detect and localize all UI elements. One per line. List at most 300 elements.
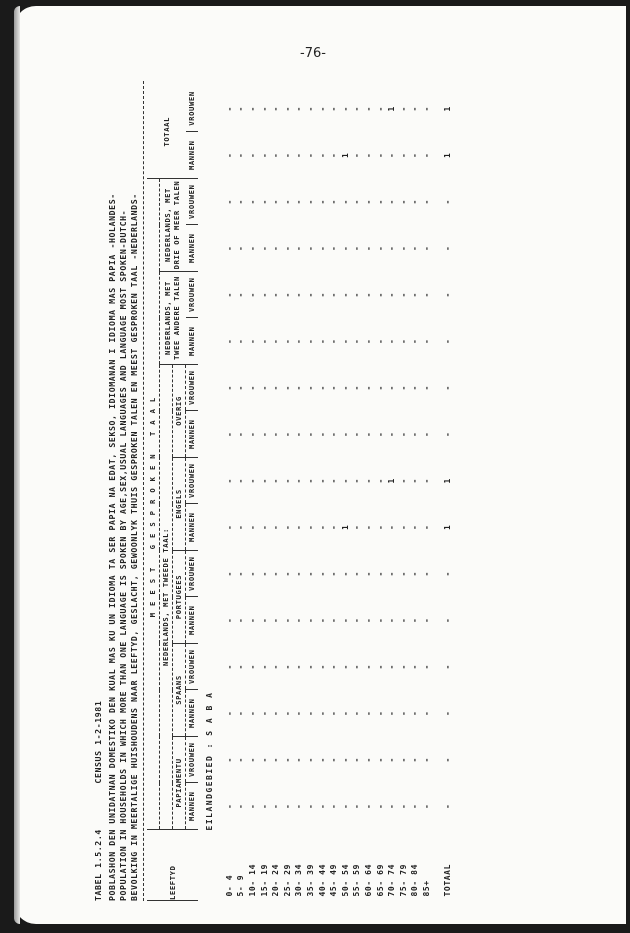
cell-value: - — [443, 385, 453, 391]
cell-value: - — [443, 803, 453, 809]
cell-value: - — [236, 757, 246, 763]
divider — [143, 81, 144, 901]
cell-value: - — [305, 710, 315, 716]
cell-value: - — [398, 292, 408, 298]
cell-value: - — [294, 199, 304, 205]
age-header: LEEFTYD — [147, 830, 198, 901]
cell-value: - — [340, 106, 350, 112]
cell-value: - — [398, 152, 408, 158]
cell-value: - — [259, 431, 269, 437]
cell-value: - — [224, 385, 234, 391]
age-group-label: 20- 24 — [271, 864, 281, 897]
table-row — [398, 86, 410, 901]
cell-value: - — [317, 803, 327, 809]
cell-value: - — [271, 757, 281, 763]
cell-value: - — [224, 152, 234, 158]
cell-value: - — [443, 199, 453, 205]
cell-value: - — [387, 524, 397, 530]
cell-value: - — [317, 524, 327, 530]
cell-value: - — [410, 803, 420, 809]
cell-value: - — [421, 106, 431, 112]
cell-value: - — [352, 710, 362, 716]
age-group-label: 0- 4 — [224, 874, 234, 897]
sex-male: MANNEN — [186, 132, 199, 179]
cell-value: - — [410, 664, 420, 670]
cell-value: - — [421, 292, 431, 298]
cell-value: - — [363, 385, 373, 391]
cell-value: - — [352, 199, 362, 205]
book-spine-shadow — [14, 6, 20, 924]
cell-value: - — [282, 338, 292, 344]
cell-value: - — [305, 338, 315, 344]
cell-value: - — [398, 106, 408, 112]
cell-value: - — [329, 664, 339, 670]
cell-value: - — [387, 152, 397, 158]
cell-value: - — [247, 710, 257, 716]
cell-value: - — [421, 617, 431, 623]
sex-female: VROUWEN — [186, 86, 199, 133]
cell-value: - — [421, 338, 431, 344]
cell-value: - — [329, 617, 339, 623]
age-group-label: 80- 84 — [410, 864, 420, 897]
sex-male: MANNEN — [186, 318, 199, 365]
cell-value: - — [352, 152, 362, 158]
cell-value: - — [421, 431, 431, 437]
age-group-label: 45- 49 — [329, 864, 339, 897]
cell-value: - — [305, 106, 315, 112]
cell-value: - — [421, 524, 431, 530]
cell-value: - — [375, 292, 385, 298]
cell-value: - — [282, 803, 292, 809]
cell-value: - — [363, 152, 373, 158]
cell-value: - — [398, 338, 408, 344]
sub-header: NEDERLANDS, MET TWEEDE TAAL: — [160, 365, 173, 830]
cell-value: - — [410, 245, 420, 251]
cell-value: - — [363, 664, 373, 670]
cell-value: - — [247, 292, 257, 298]
cell-value: - — [443, 431, 453, 437]
age-group-label: 10- 14 — [247, 864, 257, 897]
cell-value: - — [259, 664, 269, 670]
cell-value: - — [317, 710, 327, 716]
cell-value: - — [271, 710, 281, 716]
cell-value: - — [317, 338, 327, 344]
cell-value: - — [410, 338, 420, 344]
cell-value: 1 — [387, 478, 397, 484]
cell-value: - — [305, 803, 315, 809]
cell-value: - — [352, 106, 362, 112]
cell-value: - — [294, 292, 304, 298]
cell-value: - — [329, 571, 339, 577]
cell-value: - — [247, 245, 257, 251]
cell-value: - — [271, 292, 281, 298]
region-label: EILANDGEBIED : S A B A — [205, 691, 214, 831]
sex-male: MANNEN — [186, 783, 199, 830]
cell-value: - — [236, 338, 246, 344]
cell-value: - — [236, 710, 246, 716]
age-group-label: 60- 64 — [363, 864, 373, 897]
cell-value: - — [410, 478, 420, 484]
cell-value: - — [410, 571, 420, 577]
cell-value: - — [294, 571, 304, 577]
cell-value: - — [387, 710, 397, 716]
cell-value: - — [352, 385, 362, 391]
cell-value: - — [340, 338, 350, 344]
cell-value: 1 — [387, 106, 397, 112]
cell-value: 1 — [340, 524, 350, 530]
age-group-label: 40- 44 — [317, 864, 327, 897]
cell-value: - — [387, 431, 397, 437]
cell-value: - — [294, 664, 304, 670]
cell-value: - — [398, 478, 408, 484]
cell-value: - — [305, 757, 315, 763]
page-number: -76- — [300, 46, 326, 61]
cell-value: - — [317, 106, 327, 112]
cell-value: - — [271, 803, 281, 809]
cell-value: - — [340, 385, 350, 391]
cell-value: - — [259, 106, 269, 112]
cell-value: - — [247, 571, 257, 577]
cell-value: - — [282, 106, 292, 112]
cell-value: - — [247, 524, 257, 530]
cell-value: - — [443, 710, 453, 716]
age-group-label: 65- 69 — [375, 864, 385, 897]
census-date: CENSUS 1-2-1981 — [93, 700, 103, 784]
cell-value: - — [329, 385, 339, 391]
cell-value: - — [421, 571, 431, 577]
header-overig: OVERIG — [173, 365, 186, 458]
table-row — [282, 86, 294, 901]
cell-value: - — [224, 431, 234, 437]
cell-value: - — [363, 292, 373, 298]
cell-value: - — [317, 757, 327, 763]
table-row — [305, 86, 317, 901]
cell-value: - — [329, 292, 339, 298]
cell-value: - — [271, 199, 281, 205]
table-row — [317, 86, 329, 901]
cell-value: - — [410, 292, 420, 298]
cell-value: - — [282, 431, 292, 437]
cell-value: - — [410, 757, 420, 763]
cell-value: - — [282, 152, 292, 158]
cell-value: - — [421, 710, 431, 716]
cell-value: - — [387, 803, 397, 809]
cell-value: 1 — [443, 524, 453, 530]
cell-value: 1 — [443, 106, 453, 112]
cell-value: - — [317, 478, 327, 484]
table-row — [421, 86, 433, 901]
table-row — [363, 86, 375, 901]
header-spaans: SPAANS — [173, 644, 186, 737]
cell-value: - — [443, 245, 453, 251]
cell-value: - — [271, 524, 281, 530]
cell-value: - — [329, 152, 339, 158]
cell-value: - — [282, 710, 292, 716]
cell-value: - — [329, 803, 339, 809]
cell-value: - — [305, 245, 315, 251]
cell-value: - — [387, 292, 397, 298]
cell-value: - — [259, 757, 269, 763]
cell-value: - — [224, 478, 234, 484]
cell-value: - — [259, 152, 269, 158]
cell-value: - — [294, 338, 304, 344]
cell-value: - — [224, 617, 234, 623]
cell-value: - — [294, 152, 304, 158]
cell-value: - — [340, 292, 350, 298]
cell-value: - — [375, 478, 385, 484]
cell-value: - — [387, 757, 397, 763]
cell-value: - — [305, 431, 315, 437]
cell-value: - — [421, 152, 431, 158]
cell-value: - — [398, 385, 408, 391]
cell-value: - — [340, 571, 350, 577]
cell-value: - — [443, 292, 453, 298]
cell-value: - — [421, 245, 431, 251]
cell-value: - — [443, 617, 453, 623]
cell-value: - — [329, 710, 339, 716]
cell-value: - — [363, 106, 373, 112]
cell-value: - — [305, 664, 315, 670]
cell-value: - — [329, 199, 339, 205]
total-row — [433, 86, 455, 901]
header-engels: ENGELS — [173, 458, 186, 551]
cell-value: - — [224, 571, 234, 577]
cell-value: - — [294, 803, 304, 809]
cell-value: - — [317, 292, 327, 298]
cell-value: - — [305, 199, 315, 205]
cell-value: - — [410, 710, 420, 716]
age-group-label: 70- 74 — [387, 864, 397, 897]
age-group-label: 55- 59 — [352, 864, 362, 897]
cell-value: - — [421, 385, 431, 391]
cell-value: - — [340, 617, 350, 623]
cell-value: - — [282, 757, 292, 763]
cell-value: - — [398, 199, 408, 205]
cell-value: - — [317, 245, 327, 251]
title-line-english: POPULATION IN HOUSEHOLDS IN WHICH MORE THAN ONE LANGUAGE IS SPOKEN BY AGE,SEX,USUAL LANGUAGES AND LANGUAGE MOST SPOKEN-DUTCH- — [118, 209, 128, 901]
cell-value: - — [282, 478, 292, 484]
cell-value: - — [236, 292, 246, 298]
table-id: TABEL 1.5.2.4 — [93, 829, 103, 901]
cell-value: - — [375, 664, 385, 670]
cell-value: - — [294, 757, 304, 763]
cell-value: 1 — [443, 152, 453, 158]
cell-value: - — [421, 478, 431, 484]
cell-value: - — [375, 431, 385, 437]
cell-value: - — [375, 199, 385, 205]
cell-value: - — [317, 385, 327, 391]
table-title — [94, 81, 108, 901]
cell-value: - — [271, 571, 281, 577]
cell-value: - — [259, 478, 269, 484]
sex-male: MANNEN — [186, 225, 199, 272]
cell-value: - — [421, 664, 431, 670]
table-row — [236, 86, 248, 901]
cell-value: - — [363, 431, 373, 437]
cell-value: - — [259, 338, 269, 344]
cell-value: - — [247, 199, 257, 205]
table-row — [328, 86, 340, 901]
cell-value: - — [236, 152, 246, 158]
age-group-label: 30- 34 — [294, 864, 304, 897]
cell-value: - — [375, 524, 385, 530]
table-row — [375, 86, 387, 901]
cell-value: - — [340, 664, 350, 670]
cell-value: - — [294, 617, 304, 623]
cell-value: - — [236, 803, 246, 809]
cell-value: 1 — [443, 478, 453, 484]
sex-male: MANNEN — [186, 411, 199, 458]
cell-value: - — [236, 199, 246, 205]
cell-value: - — [224, 664, 234, 670]
cell-value: - — [271, 152, 281, 158]
cell-value: - — [271, 245, 281, 251]
cell-value: - — [294, 478, 304, 484]
cell-value: - — [387, 385, 397, 391]
main-header: MEEST GESPROKEN TAAL — [147, 179, 160, 830]
cell-value: - — [294, 245, 304, 251]
cell-value: - — [443, 338, 453, 344]
table-row — [294, 86, 306, 901]
cell-value: - — [352, 245, 362, 251]
sex-female: VROUWEN — [186, 551, 199, 598]
sex-female: VROUWEN — [186, 365, 199, 412]
cell-value: 1 — [340, 152, 350, 158]
cell-value: - — [387, 617, 397, 623]
header-ned-three-more: NEDERLANDS, MET DRIE OF MEER TALEN — [160, 179, 186, 272]
cell-value: - — [247, 478, 257, 484]
cell-value: - — [387, 338, 397, 344]
table-row — [224, 86, 236, 901]
cell-value: - — [271, 478, 281, 484]
cell-value: - — [271, 385, 281, 391]
cell-value: - — [387, 571, 397, 577]
age-group-label: 15- 19 — [259, 864, 269, 897]
age-group-label: 50- 54 — [340, 864, 350, 897]
cell-value: - — [421, 757, 431, 763]
cell-value: - — [294, 524, 304, 530]
cell-value: - — [259, 571, 269, 577]
cell-value: - — [363, 803, 373, 809]
cell-value: - — [259, 385, 269, 391]
cell-value: - — [294, 106, 304, 112]
cell-value: - — [443, 664, 453, 670]
cell-value: - — [294, 431, 304, 437]
cell-value: - — [398, 524, 408, 530]
cell-value: - — [305, 385, 315, 391]
cell-value: - — [294, 710, 304, 716]
cell-value: - — [352, 292, 362, 298]
cell-value: - — [352, 757, 362, 763]
cell-value: - — [375, 385, 385, 391]
cell-value: - — [363, 571, 373, 577]
age-group-label: 85+ — [421, 880, 431, 897]
table-row — [410, 86, 422, 901]
cell-value: - — [224, 710, 234, 716]
cell-value: - — [410, 431, 420, 437]
cell-value: - — [340, 710, 350, 716]
cell-value: - — [236, 664, 246, 670]
header-ned-two-other: NEDERLANDS, MET TWEE ANDERE TALEN — [160, 272, 186, 365]
cell-value: - — [224, 524, 234, 530]
cell-value: - — [224, 338, 234, 344]
cell-value: - — [282, 292, 292, 298]
cell-value: - — [398, 757, 408, 763]
cell-value: - — [375, 571, 385, 577]
cell-value: - — [317, 571, 327, 577]
cell-value: - — [363, 617, 373, 623]
cell-value: - — [410, 199, 420, 205]
title-line-papiamentu: POBLASHON DEN UNIDATNAN DOMESTIKO DEN KUAL MAS KU UN IDIOMA TA SER PAPIA NA EDAT, SEKSO, IDIOMANAN I IDIOMA MAS PAPIA -HOLANDES- — [107, 193, 117, 901]
cell-value: - — [259, 524, 269, 530]
cell-value: - — [282, 199, 292, 205]
cell-value: - — [387, 664, 397, 670]
table-row — [352, 86, 364, 901]
cell-value: - — [282, 664, 292, 670]
table-row — [247, 86, 259, 901]
cell-value: - — [236, 385, 246, 391]
cell-value: - — [224, 803, 234, 809]
cell-value: - — [329, 757, 339, 763]
header-portugees: PORTUGEES — [173, 551, 186, 644]
cell-value: - — [398, 245, 408, 251]
cell-value: - — [363, 478, 373, 484]
cell-value: - — [305, 292, 315, 298]
cell-value: - — [340, 478, 350, 484]
document-page — [14, 6, 626, 924]
cell-value: - — [236, 245, 246, 251]
age-group-label: 75- 79 — [398, 864, 408, 897]
cell-value: - — [352, 617, 362, 623]
cell-value: - — [224, 245, 234, 251]
sex-male: MANNEN — [186, 597, 199, 644]
cell-value: - — [352, 338, 362, 344]
cell-value: - — [259, 199, 269, 205]
cell-value: - — [410, 524, 420, 530]
cell-value: - — [443, 757, 453, 763]
cell-value: - — [398, 617, 408, 623]
cell-value: - — [271, 338, 281, 344]
cell-value: - — [363, 757, 373, 763]
cell-value: - — [271, 106, 281, 112]
cell-value: - — [363, 524, 373, 530]
cell-value: - — [271, 431, 281, 437]
cell-value: - — [329, 106, 339, 112]
cell-value: - — [352, 431, 362, 437]
cell-value: - — [247, 152, 257, 158]
cell-value: - — [294, 385, 304, 391]
cell-value: - — [247, 106, 257, 112]
cell-value: - — [329, 338, 339, 344]
cell-value: - — [329, 431, 339, 437]
cell-value: - — [247, 385, 257, 391]
cell-value: - — [259, 803, 269, 809]
cell-value: - — [398, 571, 408, 577]
cell-value: - — [247, 338, 257, 344]
cell-value: - — [317, 431, 327, 437]
age-group-label: 25- 29 — [282, 864, 292, 897]
age-group-label: 35- 39 — [305, 864, 315, 897]
cell-value: - — [271, 617, 281, 623]
cell-value: - — [375, 803, 385, 809]
cell-value: - — [224, 106, 234, 112]
age-group-label: TOTAAL — [443, 864, 453, 897]
cell-value: - — [305, 478, 315, 484]
table-row — [340, 86, 352, 901]
cell-value: - — [282, 617, 292, 623]
rotated-table-block — [94, 81, 494, 901]
cell-value: - — [340, 803, 350, 809]
